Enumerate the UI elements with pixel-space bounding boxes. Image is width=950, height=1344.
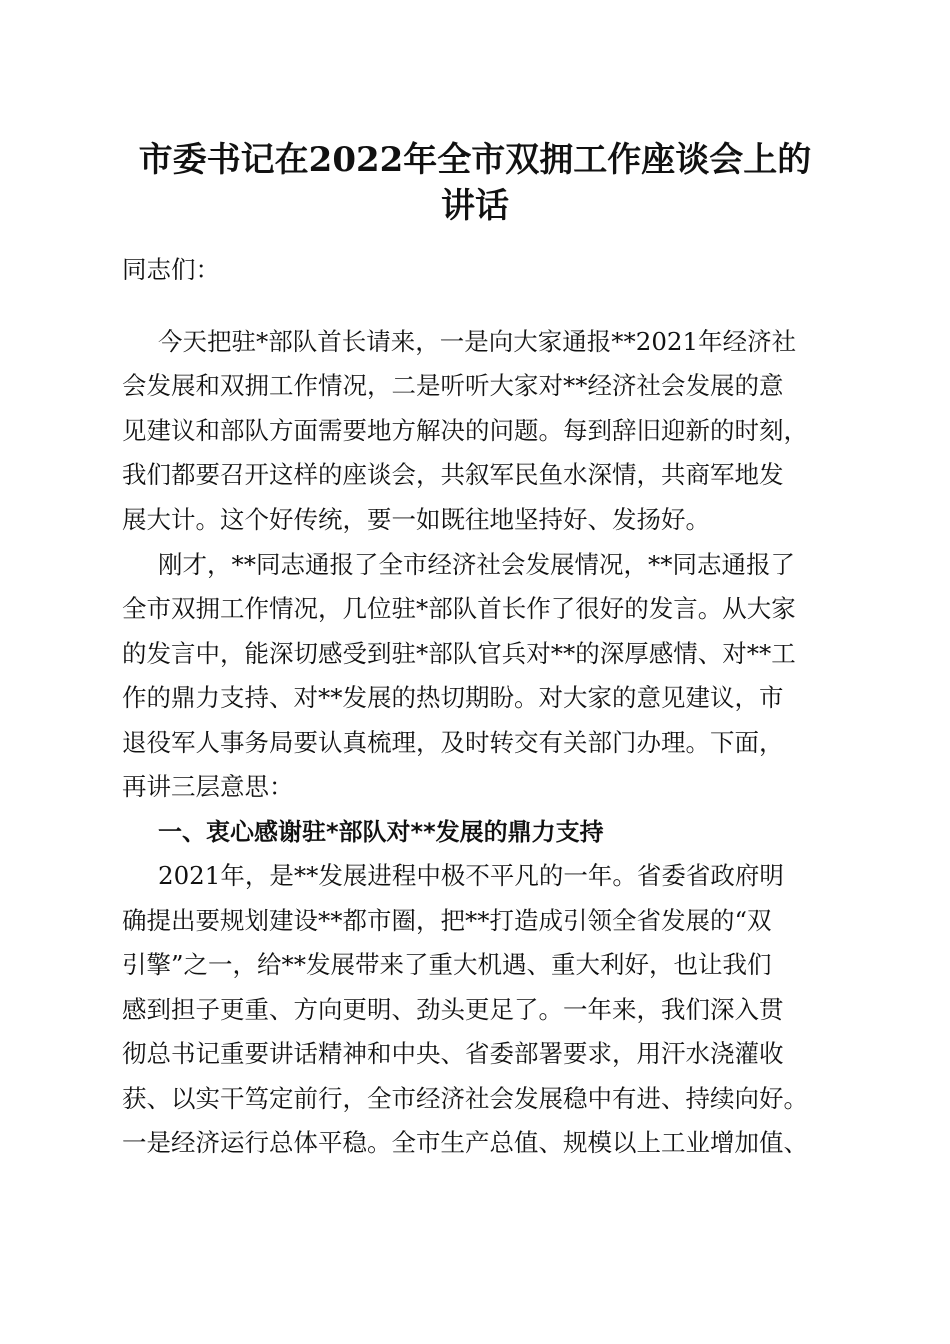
paragraph-1-line: 展大计。这个好传统，要一如既往地坚持好、发扬好。 (122, 505, 710, 534)
document-title-line-2: 讲话 (441, 186, 509, 226)
paragraph-2-line: 刚才，**同志通报了全市经济社会发展情况，**同志通报了 (158, 550, 795, 579)
salutation: 同志们： (122, 255, 220, 284)
paragraph-2-line: 作的鼎力支持、对**发展的热切期盼。对大家的意见建议，市 (122, 683, 784, 712)
document-title-line-1: 市委书记在2022年全市双拥工作座谈会上的 (138, 140, 812, 180)
paragraph-3-line: 一是经济运行总体平稳。全市生产总值、规模以上工业增加值、 (122, 1128, 808, 1157)
paragraph-1-line: 见建议和部队方面需要地方解决的问题。每到辞旧迎新的时刻， (122, 416, 808, 445)
paragraph-2-line: 再讲三层意思： (122, 772, 294, 801)
paragraph-3-line: 获、以实干笃定前行，全市经济社会发展稳中有进、持续向好。 (122, 1084, 808, 1113)
paragraph-2-line: 的发言中，能深切感受到驻*部队官兵对**的深厚感情、对**工 (122, 639, 796, 668)
paragraph-2-line: 全市双拥工作情况，几位驻*部队首长作了很好的发言。从大家 (122, 594, 796, 623)
paragraph-2-line: 退役军人事务局要认真梳理，及时转交有关部门办理。下面， (122, 728, 784, 757)
paragraph-1-line: 会发展和双拥工作情况，二是听听大家对**经济社会发展的意 (122, 371, 784, 400)
paragraph-1-line: 我们都要召开这样的座谈会，共叙军民鱼水深情，共商军地发 (122, 460, 784, 489)
section-heading-1: 一、衷心感谢驻*部队对**发展的鼎力支持 (158, 818, 604, 846)
paragraph-3-line: 感到担子更重、方向更明、劲头更足了。一年来，我们深入贯 (122, 995, 784, 1024)
paragraph-3-line: 引擎”之一，给**发展带来了重大机遇、重大利好，也让我们 (122, 950, 772, 979)
paragraph-3-line: 确提出要规划建设**都市圈，把**打造成引领全省发展的“双 (122, 906, 772, 935)
paragraph-3-line: 2021年，是**发展进程中极不平凡的一年。省委省政府明 (158, 861, 784, 890)
paragraph-3-line: 彻总书记重要讲话精神和中央、省委部署要求，用汗水浇灌收 (122, 1039, 784, 1068)
paragraph-1-line: 今天把驻*部队首长请来，一是向大家通报**2021年经济社 (158, 327, 797, 356)
